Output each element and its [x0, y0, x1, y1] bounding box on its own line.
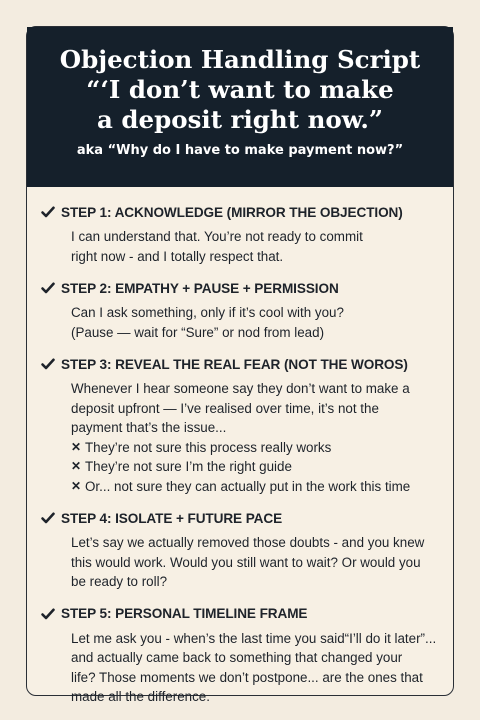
step-body — [71, 303, 439, 342]
step-5 — [41, 605, 439, 707]
step-heading — [41, 203, 439, 221]
checkmark-icon — [41, 206, 61, 218]
page-title: Objection Handling Script — [59, 45, 421, 74]
list-item — [71, 438, 439, 458]
step-body — [71, 629, 439, 707]
step-body — [71, 227, 439, 266]
step-body — [71, 533, 439, 592]
step-4 — [41, 509, 439, 592]
list-item-text: Or... not sure they can actually put in the work this time — [85, 478, 411, 494]
step-body-line: be ready to roll? — [71, 574, 168, 589]
step-title: STEP 2: EMPATHY + PAUSE + PERMISSION — [61, 280, 339, 296]
step-heading — [41, 509, 439, 527]
step-title: STEP 4: ISOLATE + FUTURE PACE — [61, 510, 283, 526]
list-item — [71, 457, 439, 477]
step-body — [71, 379, 439, 496]
x-mark-icon: ✕ — [71, 459, 82, 473]
step-title: STEP 5: PERSONAL TIMELINE FRAME — [61, 606, 308, 621]
step-body-line: this would work. Would you still want to wait? Or would you — [71, 554, 421, 570]
checkmark-icon — [41, 358, 61, 370]
checkmark-icon — [41, 608, 61, 620]
fear-list — [71, 438, 439, 497]
step-body-line: made all the difference. — [71, 689, 210, 704]
step-title: STEP 1: ACKNOWLEDGE (MIRROR THE OBJECTION) — [61, 204, 403, 220]
step-heading — [41, 605, 439, 623]
step-body-line: life? Those moments we don’t postpone... are the ones that — [71, 669, 423, 685]
step-body-line: payment that’s the issue... — [71, 420, 227, 435]
step-1 — [41, 203, 439, 266]
step-3 — [41, 355, 439, 496]
step-heading — [41, 355, 439, 373]
step-body-line: Let’s say we actually removed those doubts - and you knew — [71, 535, 425, 550]
x-mark-icon: ✕ — [71, 439, 82, 454]
x-mark-icon: ✕ — [71, 478, 82, 493]
checkmark-icon — [41, 282, 61, 294]
step-2 — [41, 279, 439, 342]
list-item-text: They’re not sure this process really works — [85, 439, 332, 455]
step-body-line: (Pause — wait for “Sure” or nod from lead) — [71, 324, 325, 340]
step-body-line: deposit upfront — I’ve realised over time, it’s not the — [71, 400, 379, 416]
header — [27, 27, 453, 187]
subtitle-aka: aka “Why do I have to make payment now?” — [76, 143, 404, 158]
objection-quote: “‘I don’t want to make a deposit right now.” — [86, 75, 394, 134]
step-body-line: Whenever I hear someone say they don’t want to make a — [71, 381, 410, 396]
step-body-line: and actually came back to something that changed your — [71, 650, 403, 665]
list-item-text: They’re not sure I’m the right guide — [85, 459, 292, 474]
step-body-line: I can understand that. You’re not ready to commit — [71, 229, 363, 244]
checkmark-icon — [41, 512, 61, 524]
steps-list — [27, 187, 453, 707]
script-card — [26, 26, 454, 704]
step-heading — [41, 279, 439, 297]
step-body-line: Let me ask you - when’s the last time you said“I’ll do it later”... — [71, 630, 437, 646]
step-body-line: right now - and I totally respect that. — [71, 248, 284, 264]
step-title: STEP 3: REVEAL THE REAL FEAR (NOT THE WOROS) — [61, 356, 408, 372]
list-item — [71, 477, 439, 497]
step-body-line: Can I ask something, only if it’s cool with you? — [71, 305, 344, 320]
